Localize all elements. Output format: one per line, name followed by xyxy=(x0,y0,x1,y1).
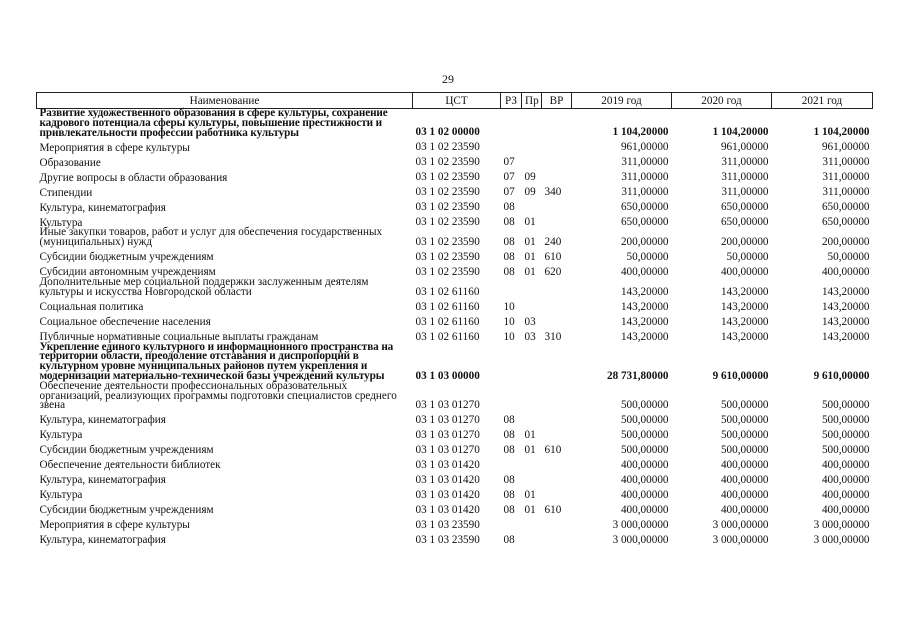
row-vr xyxy=(542,531,572,546)
row-rz: 08 xyxy=(503,444,515,457)
header-pr: Пр xyxy=(522,93,542,109)
table-row xyxy=(37,411,873,426)
table-row xyxy=(37,298,873,313)
row-pr: 01 xyxy=(524,235,536,248)
table-row xyxy=(37,248,873,263)
row-name: Культура, кинематография xyxy=(39,414,166,427)
row-rz: 08 xyxy=(503,414,515,427)
row-2021: 143,20000 xyxy=(821,315,870,328)
row-2019: 400,00000 xyxy=(620,489,669,502)
row-name: Обеспечение деятельности профессиональных образовательных организаций, реализующих программы подготовки специалистов среднего звена xyxy=(39,379,397,412)
row-rz xyxy=(501,343,522,382)
row-2021: 200,00000 xyxy=(821,235,870,248)
header-name: Наименование xyxy=(37,93,413,109)
row-pr xyxy=(522,298,542,313)
row-2020: 650,00000 xyxy=(720,201,769,214)
table-row xyxy=(37,313,873,328)
row-rz xyxy=(501,516,522,531)
row-rz xyxy=(501,278,522,298)
row-2020: 1 104,20000 xyxy=(712,126,769,139)
row-2021: 400,00000 xyxy=(821,489,870,502)
row-vr xyxy=(542,471,572,486)
row-pr xyxy=(522,531,542,546)
row-name: Стипендии xyxy=(39,186,93,199)
row-2020: 143,20000 xyxy=(720,285,769,298)
row-name: Дополнительные мер социальной поддержки заслуженным деятелям культуры и искусства Новгородской области xyxy=(39,275,369,298)
row-2019: 143,20000 xyxy=(620,330,669,343)
row-name: Субсидии бюджетным учреждениям xyxy=(39,251,214,264)
row-vr: 310 xyxy=(544,330,562,343)
row-pr: 03 xyxy=(524,330,536,343)
table-row xyxy=(37,501,873,516)
row-name: Субсидии автономным учреждениям xyxy=(39,266,216,279)
row-vr xyxy=(542,486,572,501)
row-2021: 1 104,20000 xyxy=(813,126,870,139)
row-pr xyxy=(522,516,542,531)
row-vr xyxy=(542,298,572,313)
row-2020: 961,00000 xyxy=(720,141,769,154)
row-cst: 03 1 03 01270 xyxy=(415,444,480,457)
row-cst: 03 1 02 61160 xyxy=(415,285,480,298)
row-cst: 03 1 03 01270 xyxy=(415,429,480,442)
row-rz: 07 xyxy=(503,156,515,169)
row-2019: 961,00000 xyxy=(620,141,669,154)
row-2021: 400,00000 xyxy=(821,504,870,517)
row-2020: 500,00000 xyxy=(720,429,769,442)
row-2021: 311,00000 xyxy=(822,186,870,199)
row-pr: 01 xyxy=(524,489,536,502)
row-2019: 650,00000 xyxy=(620,216,669,229)
row-2021: 400,00000 xyxy=(821,474,870,487)
row-rz: 08 xyxy=(503,250,515,263)
row-vr xyxy=(542,109,572,139)
row-2020: 311,00000 xyxy=(721,156,769,169)
row-2021: 143,20000 xyxy=(821,285,870,298)
row-vr xyxy=(542,516,572,531)
table-row xyxy=(37,441,873,456)
row-2019: 3 000,00000 xyxy=(612,519,669,532)
row-2019: 143,20000 xyxy=(620,285,669,298)
row-rz: 08 xyxy=(503,265,515,278)
row-cst: 03 1 03 23590 xyxy=(415,519,480,532)
row-2019: 143,20000 xyxy=(620,300,669,313)
row-2020: 400,00000 xyxy=(720,489,769,502)
row-2019: 500,00000 xyxy=(620,399,669,412)
row-name: Иные закупки товаров, работ и услуг для обеспечения государственных (муниципальных) нужд xyxy=(39,226,383,249)
row-2020: 500,00000 xyxy=(720,399,769,412)
row-cst: 03 1 02 00000 xyxy=(415,126,480,139)
row-2021: 143,20000 xyxy=(821,300,870,313)
header-rz: РЗ xyxy=(501,93,522,109)
row-name: Мероприятия в сфере культуры xyxy=(39,141,190,154)
row-name: Культура, кинематография xyxy=(39,474,166,487)
row-pr xyxy=(522,382,542,411)
row-name: Обеспечение деятельности библиотек xyxy=(39,459,221,472)
row-2020: 9 610,00000 xyxy=(712,369,769,382)
table-row xyxy=(37,153,873,168)
row-name: Развитие художественного образования в сфере культуры, сохранение кадрового потенциала сферы культуры, повышение престижности и привлекательности профессии работника культуры xyxy=(39,107,388,139)
row-2021: 311,00000 xyxy=(822,156,870,169)
row-cst: 03 1 03 01420 xyxy=(415,504,480,517)
row-rz: 08 xyxy=(503,216,515,229)
table-row xyxy=(37,456,873,471)
row-cst: 03 1 02 23590 xyxy=(415,186,480,199)
row-cst: 03 1 02 23590 xyxy=(415,171,480,184)
table-row xyxy=(37,343,873,382)
table-row xyxy=(37,198,873,213)
row-name: Субсидии бюджетным учреждениям xyxy=(39,444,214,457)
row-rz: 08 xyxy=(503,504,515,517)
row-vr xyxy=(542,426,572,441)
row-2020: 400,00000 xyxy=(720,459,769,472)
header-cst: ЦСТ xyxy=(413,93,501,109)
row-cst: 03 1 02 23590 xyxy=(415,250,480,263)
row-pr xyxy=(522,343,542,382)
row-2021: 500,00000 xyxy=(821,399,870,412)
row-vr: 240 xyxy=(544,235,562,248)
row-rz: 08 xyxy=(503,474,515,487)
row-2020: 143,20000 xyxy=(720,330,769,343)
header-2020: 2020 год xyxy=(672,93,772,109)
table-row xyxy=(37,228,873,248)
header-2021: 2021 год xyxy=(772,93,873,109)
row-2019: 3 000,00000 xyxy=(612,534,669,547)
row-vr: 620 xyxy=(544,265,562,278)
row-2021: 961,00000 xyxy=(821,141,870,154)
row-rz: 07 xyxy=(503,186,515,199)
row-pr xyxy=(522,456,542,471)
row-name: Культура, кинематография xyxy=(39,201,166,214)
row-rz xyxy=(501,456,522,471)
row-vr xyxy=(542,213,572,228)
row-2021: 9 610,00000 xyxy=(813,369,870,382)
row-2020: 143,20000 xyxy=(720,300,769,313)
table-row xyxy=(37,109,873,139)
row-2021: 50,00000 xyxy=(827,250,870,263)
row-2019: 28 731,80000 xyxy=(606,369,669,382)
table-row xyxy=(37,382,873,411)
row-cst: 03 1 02 23590 xyxy=(415,156,480,169)
row-rz xyxy=(501,382,522,411)
row-2020: 311,00000 xyxy=(721,186,769,199)
row-rz xyxy=(501,109,522,139)
row-vr xyxy=(542,456,572,471)
table-row xyxy=(37,471,873,486)
row-cst: 03 1 03 01270 xyxy=(415,414,480,427)
row-2021: 500,00000 xyxy=(821,414,870,427)
row-cst: 03 1 03 01420 xyxy=(415,489,480,502)
row-2020: 400,00000 xyxy=(720,504,769,517)
row-cst: 03 1 03 01420 xyxy=(415,474,480,487)
row-name: Другие вопросы в области образования xyxy=(39,171,228,184)
table-row xyxy=(37,138,873,153)
row-vr xyxy=(542,382,572,411)
row-2019: 311,00000 xyxy=(621,171,669,184)
row-2021: 3 000,00000 xyxy=(813,534,870,547)
row-2019: 200,00000 xyxy=(620,235,669,248)
row-rz: 08 xyxy=(503,429,515,442)
row-name: Образование xyxy=(39,156,101,169)
row-rz: 10 xyxy=(503,300,515,313)
row-name: Культура xyxy=(39,429,83,442)
row-2021: 3 000,00000 xyxy=(813,519,870,532)
row-2020: 3 000,00000 xyxy=(712,534,769,547)
page-number: 29 xyxy=(442,72,454,86)
row-vr: 610 xyxy=(544,250,562,263)
row-vr xyxy=(542,198,572,213)
row-cst: 03 1 02 61160 xyxy=(415,330,480,343)
row-pr xyxy=(522,138,542,153)
table-row xyxy=(37,426,873,441)
row-2021: 311,00000 xyxy=(822,171,870,184)
table-row xyxy=(37,183,873,198)
row-2019: 500,00000 xyxy=(620,414,669,427)
table-row xyxy=(37,516,873,531)
row-2019: 400,00000 xyxy=(620,504,669,517)
row-2019: 311,00000 xyxy=(621,186,669,199)
row-pr xyxy=(522,411,542,426)
row-rz: 10 xyxy=(503,315,515,328)
row-2019: 311,00000 xyxy=(621,156,669,169)
row-name: Культура, кинематография xyxy=(39,534,166,547)
row-vr xyxy=(542,313,572,328)
row-name: Мероприятия в сфере культуры xyxy=(39,519,190,532)
row-2019: 650,00000 xyxy=(620,201,669,214)
row-pr: 09 xyxy=(524,171,536,184)
row-rz: 10 xyxy=(503,330,515,343)
row-2019: 1 104,20000 xyxy=(612,126,669,139)
row-pr xyxy=(522,109,542,139)
row-2020: 500,00000 xyxy=(720,414,769,427)
row-2020: 50,00000 xyxy=(726,250,769,263)
row-pr: 01 xyxy=(524,265,536,278)
budget-table xyxy=(36,92,873,546)
row-2021: 650,00000 xyxy=(821,216,870,229)
row-2021: 400,00000 xyxy=(821,265,870,278)
row-rz: 07 xyxy=(503,171,515,184)
row-2020: 3 000,00000 xyxy=(712,519,769,532)
row-rz: 08 xyxy=(503,489,515,502)
row-pr: 09 xyxy=(524,186,536,199)
row-pr xyxy=(522,153,542,168)
row-2019: 500,00000 xyxy=(620,444,669,457)
row-name: Культура xyxy=(39,216,83,229)
row-2020: 311,00000 xyxy=(721,171,769,184)
row-name: Культура xyxy=(39,489,83,502)
row-2021: 400,00000 xyxy=(821,459,870,472)
row-2020: 650,00000 xyxy=(720,216,769,229)
row-pr xyxy=(522,198,542,213)
row-cst: 03 1 02 23590 xyxy=(415,216,480,229)
row-2020: 500,00000 xyxy=(720,444,769,457)
row-2021: 500,00000 xyxy=(821,444,870,457)
row-pr: 01 xyxy=(524,250,536,263)
header-vr: ВР xyxy=(542,93,572,109)
row-cst: 03 1 02 61160 xyxy=(415,300,480,313)
row-vr xyxy=(542,278,572,298)
table-row xyxy=(37,531,873,546)
header-2019: 2019 год xyxy=(572,93,672,109)
row-2019: 400,00000 xyxy=(620,459,669,472)
row-name: Укрепление единого культурного и информационного пространства на территории области, преодоление отставания и диспропорций в культурном уровне муниципальных районов путем укрепления и модернизации материально-технической базы учреждений культуры xyxy=(39,340,394,382)
row-pr: 01 xyxy=(524,444,536,457)
row-2019: 500,00000 xyxy=(620,429,669,442)
row-2020: 143,20000 xyxy=(720,315,769,328)
row-vr xyxy=(542,153,572,168)
row-name: Социальное обеспечение населения xyxy=(39,315,211,328)
row-rz: 08 xyxy=(503,235,515,248)
row-2021: 650,00000 xyxy=(821,201,870,214)
table-row xyxy=(37,278,873,298)
row-rz: 08 xyxy=(503,201,515,214)
row-cst: 03 1 02 23590 xyxy=(415,235,480,248)
row-cst: 03 1 03 01270 xyxy=(415,399,480,412)
row-pr: 03 xyxy=(524,315,536,328)
row-name: Публичные нормативные социальные выплаты гражданам xyxy=(39,330,319,343)
row-2021: 143,20000 xyxy=(821,330,870,343)
row-2019: 143,20000 xyxy=(620,315,669,328)
row-2020: 400,00000 xyxy=(720,474,769,487)
row-pr xyxy=(522,471,542,486)
row-vr xyxy=(542,343,572,382)
row-rz: 08 xyxy=(503,534,515,547)
row-vr xyxy=(542,138,572,153)
row-cst: 03 1 02 61160 xyxy=(415,315,480,328)
row-2021: 500,00000 xyxy=(821,429,870,442)
row-2020: 400,00000 xyxy=(720,265,769,278)
row-2020: 200,00000 xyxy=(720,235,769,248)
row-cst: 03 1 03 00000 xyxy=(415,369,480,382)
row-pr: 01 xyxy=(524,216,536,229)
row-vr xyxy=(542,168,572,183)
row-cst: 03 1 03 01420 xyxy=(415,459,480,472)
row-vr: 610 xyxy=(544,504,562,517)
table-row xyxy=(37,486,873,501)
row-name: Субсидии бюджетным учреждениям xyxy=(39,504,214,517)
row-rz xyxy=(501,138,522,153)
row-pr: 01 xyxy=(524,504,536,517)
row-cst: 03 1 02 23590 xyxy=(415,141,480,154)
row-2019: 400,00000 xyxy=(620,265,669,278)
row-cst: 03 1 02 23590 xyxy=(415,201,480,214)
row-cst: 03 1 02 23590 xyxy=(415,265,480,278)
row-vr xyxy=(542,411,572,426)
table-row xyxy=(37,168,873,183)
row-vr: 610 xyxy=(544,444,562,457)
row-name: Социальная политика xyxy=(39,300,144,313)
row-2019: 50,00000 xyxy=(626,250,669,263)
row-cst: 03 1 03 23590 xyxy=(415,534,480,547)
row-2019: 400,00000 xyxy=(620,474,669,487)
row-vr: 340 xyxy=(544,186,562,199)
row-pr xyxy=(522,278,542,298)
row-pr: 01 xyxy=(524,429,536,442)
